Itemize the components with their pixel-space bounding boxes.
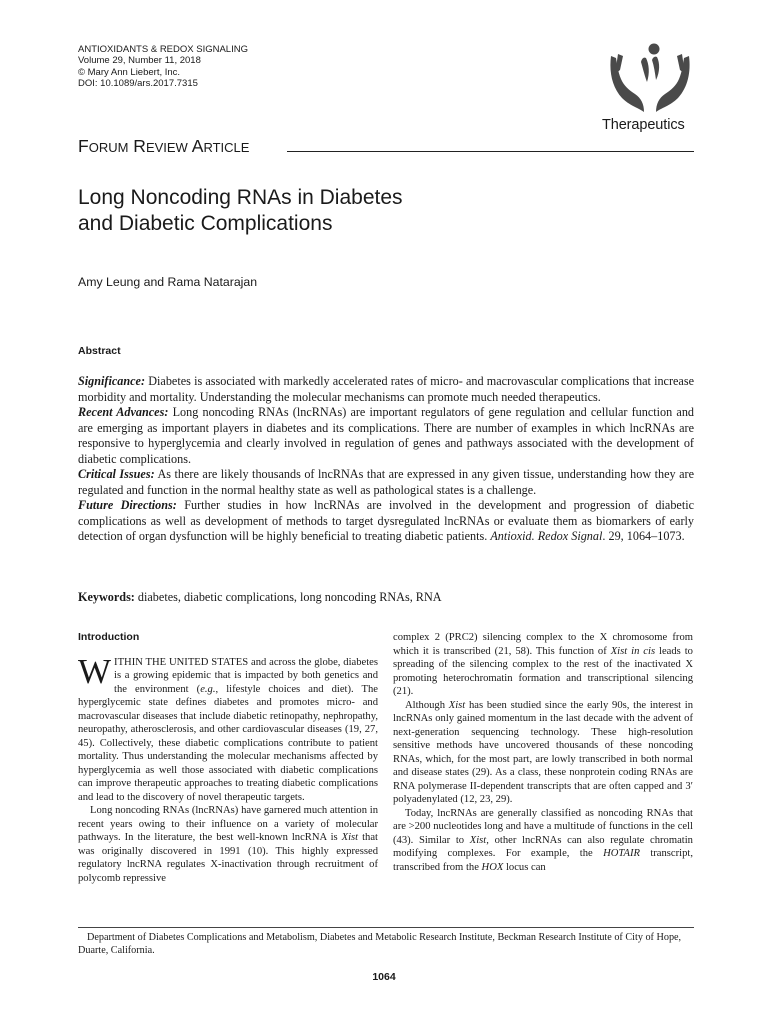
intro-paragraph-3: Although Xist has been studied since the early 90s, the interest in lncRNAs only gained momentum in the last decade with the advent of next-generation sequencing technology. These high-resolution sensitive methods have uncovered thousands of these noncoding RNAs, which, for the most part, are lowly transcribed in both normal and disease states (29). As a class, these nonprotein coding RNAs are RNA polymerase II-dependent transcripts that are often capped and 3′ polyadenylated (12, 23, 29). bbox=[393, 699, 693, 805]
column-right bbox=[393, 631, 693, 874]
introduction-heading: Introduction bbox=[78, 631, 140, 643]
journal-publisher: © Mary Ann Liebert, Inc. bbox=[78, 66, 181, 78]
title-line-2: and Diabetic Complications bbox=[78, 211, 333, 235]
logo-text: Therapeutics bbox=[602, 117, 685, 133]
title-line-1: Long Noncoding RNAs in Diabetes bbox=[78, 186, 403, 209]
journal-header bbox=[78, 44, 248, 89]
abstract-issues: Critical Issues: As there are likely thousands of lncRNAs that are expressed in any given tissue, understanding how they are regulated and function in the normal healthy state as well as pathological states is a challenge. bbox=[78, 467, 694, 497]
journal-volume: Volume 29, Number 11, 2018 bbox=[78, 55, 201, 67]
column-left bbox=[78, 631, 378, 885]
abstract-future: Future Directions: Further studies in how lncRNAs are involved in the development and progression of diabetic complications as well as development of methods to target dysregulated lncRNAs or evaluate them as biomarkers of early detection of organ dysfunction will be highly beneficial to treating diabetic patients. Antioxid. Redox Signal. 29, 1064–1073. bbox=[78, 498, 695, 543]
footnote-rule bbox=[78, 927, 694, 928]
keywords: Keywords: diabetes, diabetic complications, long noncoding RNAs, RNA bbox=[78, 590, 442, 604]
journal-name: ANTIOXIDANTS & REDOX SIGNALING bbox=[78, 44, 248, 55]
intro-paragraph-2: Long noncoding RNAs (lncRNAs) have garnered much attention in recent years owing to their influence on a variety of molecular pathways. In the literature, the best well-known lncRNA is Xist that was originally discovered in 1991 (10). This highly expressed regulatory lncRNA regulates X-inactivation through recruitment of polycomb repressive bbox=[78, 805, 378, 884]
article-type: FORUM REVIEW ARTICLE bbox=[78, 136, 250, 156]
therapeutics-logo bbox=[602, 42, 698, 133]
affiliation-footnote: Department of Diabetes Complications and Metabolism, Diabetes and Metabolic Research Institute, Beckman Research Institute of City of Hope, Duarte, California. bbox=[78, 932, 682, 956]
journal-doi[interactable]: DOI: 10.1089/ars.2017.7315 bbox=[78, 77, 198, 89]
article-type-rule bbox=[287, 151, 694, 152]
drop-cap: W bbox=[78, 651, 112, 691]
abstract-significance: Significance: Diabetes is associated with markedly accelerated rates of micro- and macrovascular complications that increase morbidity and mortality. Understanding the molecular mechanisms can promote much needed therapeutics. bbox=[78, 374, 694, 404]
hands-icon bbox=[608, 42, 692, 116]
abstract-heading: Abstract bbox=[78, 345, 121, 357]
authors: Amy Leung and Rama Natarajan bbox=[78, 275, 258, 289]
page-number: 1064 bbox=[372, 971, 396, 983]
intro-paragraph-1: WITHIN THE UNITED STATES and across the globe, diabetes is a growing epidemic that is impacted by both genetics and the environment (e.g., lifestyle choices and diet). The hyperglycemic state defines diabetes and promotes micro- and macrovascular diseases that include diabetic retinopathy, nephropathy, neuropathy, atherosclerosis, and other cardiovascular diseases (19, 27, 45). Collectively, these diabetic complications contribute to patient mortality. Thus understanding the molecular mechanisms affected by hyperglycemia as well those associated with diabetic complications can improve therapeutic approaches to treating diabetic complications and lead to the discovery of novel therapeutic targets. bbox=[78, 651, 379, 803]
abstract-body bbox=[78, 374, 694, 545]
intro-paragraph-2-cont: complex 2 (PRC2) silencing complex to the X chromosome from which it is transcribed (21, 58). This function of Xist in cis leads to spreading of the silencing complex to the rest of the inactivated X promoting heterochromatin formation and transcriptional silencing (21). bbox=[393, 632, 693, 697]
abstract-advances: Recent Advances: Long noncoding RNAs (lncRNAs) are important regulators of gene regulation and cellular function and are emerging as important players in diabetes and its complications. There are number of examples in which lncRNAs are responsive to hyperglycemia and clearly involved in regulation of genes and pathways associated with the development of diabetic complications. bbox=[78, 405, 695, 466]
article-title bbox=[78, 185, 498, 236]
intro-paragraph-4: Today, lncRNAs are generally classified as noncoding RNAs that are >200 nucleotides long and have a multitude of functions in the cell (43). Similar to Xist, other lncRNAs can also regulate chromatin modifying complexes. For example, the HOTAIR transcript, transcribed from the HOX locus can bbox=[393, 807, 693, 873]
